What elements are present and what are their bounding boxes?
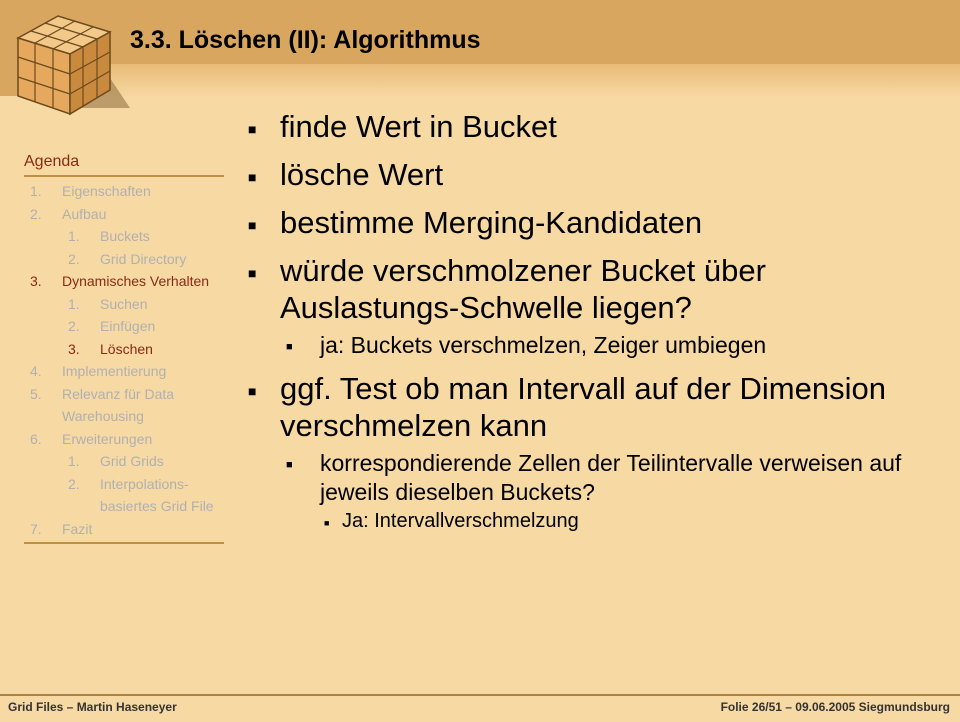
- agenda-item-label: Suchen: [100, 295, 148, 312]
- agenda-item: [24, 203, 224, 226]
- bullet-text: korrespondierende Zellen der Teilintervalle verweisen auf jeweils dieselben Buckets?: [320, 450, 902, 505]
- agenda-item: [24, 338, 224, 361]
- agenda-item-label: Grid Grids: [100, 453, 164, 469]
- agenda-item: [24, 248, 224, 271]
- agenda-item-label: Eigenschaften: [62, 183, 151, 199]
- cube-logo: [10, 8, 140, 128]
- agenda-item-label: Implementierung: [62, 363, 167, 379]
- bullet-text: ggf. Test ob man Intervall auf der Dimension verschmelzen kann: [280, 371, 886, 443]
- bullet-square-icon: ■: [324, 518, 330, 528]
- agenda-item: [24, 270, 224, 293]
- agenda-item-label: Relevanz für Data Warehousing: [62, 385, 175, 424]
- agenda-item-number: 6.: [30, 430, 42, 447]
- bullet-level-1: [240, 252, 940, 326]
- agenda-item-number: 4.: [30, 363, 42, 379]
- bullet-level-1: [240, 204, 940, 244]
- bullet-square-icon: ■: [248, 121, 257, 137]
- slide-content: [240, 100, 940, 536]
- agenda-item-number: 3.: [68, 340, 80, 357]
- bullet-square-icon: ■: [248, 217, 257, 233]
- footer-left: Grid Files – Martin Haseneyer: [8, 700, 177, 714]
- agenda-list: [24, 180, 224, 540]
- agenda-item-label: Einfügen: [100, 318, 156, 334]
- bullet-level-1: [240, 370, 940, 444]
- agenda-item-number: 2.: [68, 318, 80, 334]
- agenda-item: [24, 473, 224, 518]
- bullet-text: finde Wert in Bucket: [280, 109, 557, 144]
- bullet-text: würde verschmolzener Bucket über Auslastungs-Schwelle liegen?: [280, 253, 766, 325]
- bullet-level-1: [240, 156, 940, 196]
- agenda-item: [24, 315, 224, 338]
- agenda-item-number: 3.: [30, 273, 42, 289]
- agenda-item-number: 1.: [68, 453, 80, 469]
- bullet-square-icon: ■: [248, 265, 257, 281]
- title-shadow: [96, 64, 960, 98]
- agenda-item-number: 1.: [30, 183, 42, 199]
- slide-title: 3.3. Löschen (II): Algorithmus: [130, 26, 481, 54]
- agenda-item: [24, 360, 224, 383]
- bullet-level-2: [280, 449, 940, 507]
- bullet-text: Ja: Intervallverschmelzung: [342, 510, 579, 532]
- agenda-item-number: 1.: [68, 295, 80, 312]
- bullet-square-icon: ■: [248, 383, 257, 399]
- agenda-item-number: 2.: [68, 250, 80, 267]
- agenda-sidebar: [24, 150, 224, 544]
- agenda-item-label: Buckets: [100, 228, 150, 244]
- agenda-item-number: 5.: [30, 385, 42, 402]
- agenda-item-label: Erweiterungen: [62, 430, 153, 447]
- agenda-item: [24, 180, 224, 203]
- agenda-item-label: Grid Directory: [100, 250, 187, 267]
- agenda-item-label: Fazit: [62, 520, 93, 537]
- agenda-item-label: Löschen: [100, 340, 153, 357]
- agenda-item-label: Dynamisches Verhalten: [62, 273, 210, 289]
- bullet-square-icon: ■: [248, 169, 257, 185]
- agenda-item-number: 7.: [30, 520, 42, 537]
- bullet-text: ja: Buckets verschmelzen, Zeiger umbiegen: [320, 332, 767, 358]
- agenda-item-label: Interpolations-basiertes Grid File: [100, 475, 214, 514]
- agenda-item: [24, 518, 224, 541]
- agenda-item-label: Aufbau: [62, 205, 107, 222]
- slide-footer: [0, 694, 960, 722]
- bullet-level-2: [280, 331, 940, 362]
- agenda-item-number: 2.: [68, 475, 80, 492]
- bullet-level-3: [320, 509, 940, 536]
- agenda-item-number: 2.: [30, 205, 42, 222]
- agenda-divider: [24, 542, 224, 544]
- agenda-heading: Agenda: [24, 150, 224, 177]
- bullet-text: lösche Wert: [280, 157, 444, 192]
- agenda-item: [24, 428, 224, 451]
- agenda-item: [24, 450, 224, 473]
- bullet-text: bestimme Merging-Kandidaten: [280, 205, 703, 240]
- agenda-item: [24, 225, 224, 248]
- footer-right: Folie 26/51 – 09.06.2005 Siegmundsburg: [720, 700, 950, 714]
- bullet-square-icon: ■: [286, 341, 293, 353]
- bullet-square-icon: ■: [286, 459, 293, 471]
- agenda-item-number: 1.: [68, 228, 80, 244]
- bullet-level-1: [240, 108, 940, 148]
- agenda-item: [24, 293, 224, 316]
- agenda-item: [24, 383, 224, 428]
